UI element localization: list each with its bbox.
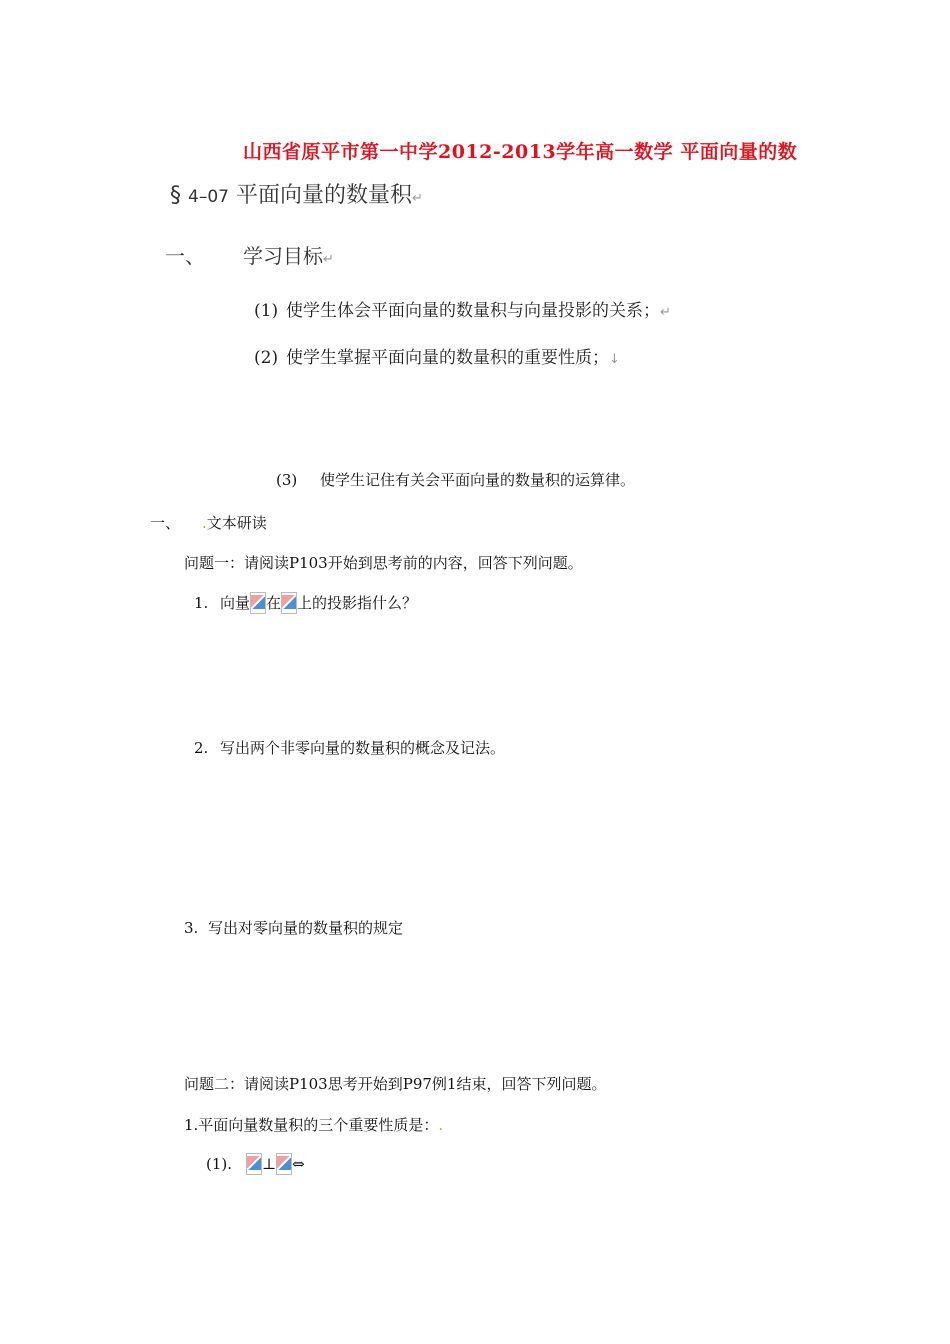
item-text: 写出对零向量的数量积的规定 [208,919,404,937]
anchor-dot: . [438,1116,444,1134]
heading-index: 一、 [150,514,181,532]
perpendicular-symbol: ⊥ [262,1155,277,1173]
item-text: 上的投影指什么？ [297,594,418,612]
item-number: (1). [206,1155,233,1173]
document-title: 山西省原平市第一中学2012-2013学年高一数学 平面向量的数 [243,141,798,163]
goal-text: 使学生记住有关会平面向量的数量积的运算律。 [320,471,636,489]
vector-b-image-icon [281,592,297,614]
item-text: 1.平面向量数量积的三个重要性质是： [184,1116,439,1134]
heading-text-study [150,512,267,533]
section-heading [170,178,423,209]
paragraph-mark: ↓ [609,352,620,367]
anchor-dot: . [202,514,207,532]
item-text: 写出两个非零向量的数量积的概念及记法。 [220,739,506,757]
section-number: 4–07 [188,187,229,207]
item-number: 2. [194,739,209,757]
goal-number: (3) [276,471,298,489]
item-text: 在 [266,594,282,612]
item-text: 向量 [220,594,251,612]
paragraph-mark: ↵ [411,191,423,206]
vector-b-image-icon [276,1153,292,1175]
iff-symbol: ⇔ [292,1155,305,1173]
section-symbol: § [170,183,181,208]
goal-item-2 [254,343,620,368]
goal-item-3 [276,469,635,490]
section-title: 平面向量的数量积 [235,183,412,208]
heading-index: 一、 [165,244,205,268]
q1-item-2 [194,737,505,758]
vector-a-image-icon [250,592,266,614]
heading-text: 文本研读 [206,514,267,532]
question-one-label: 问题一：请阅读P103开始到思考前的内容，回答下列问题。 [184,554,583,572]
goal-item-1 [254,296,671,321]
q2-item-1 [184,1114,443,1135]
item-number: 1. [194,594,209,612]
q1-item-3 [184,917,403,938]
goal-number: (1) [254,301,279,321]
item-number: 3. [184,919,199,937]
heading-text: 学习目标 [243,244,323,268]
goal-text: 使学生体会平面向量的数量积与向量投影的关系； [286,301,660,321]
question-two-label: 问题二：请阅读P103思考开始到P97例1结束，回答下列问题。 [184,1075,607,1093]
goal-text: 使学生掌握平面向量的数量积的重要性质； [286,348,609,368]
q2-sub-item-1 [206,1153,305,1175]
heading-learning-goals [165,240,334,269]
vector-a-image-icon [246,1153,262,1175]
paragraph-mark: ↵ [660,305,671,320]
paragraph-mark: ↵ [323,252,334,267]
q1-item-1 [194,592,417,614]
goal-number: (2) [254,348,279,368]
